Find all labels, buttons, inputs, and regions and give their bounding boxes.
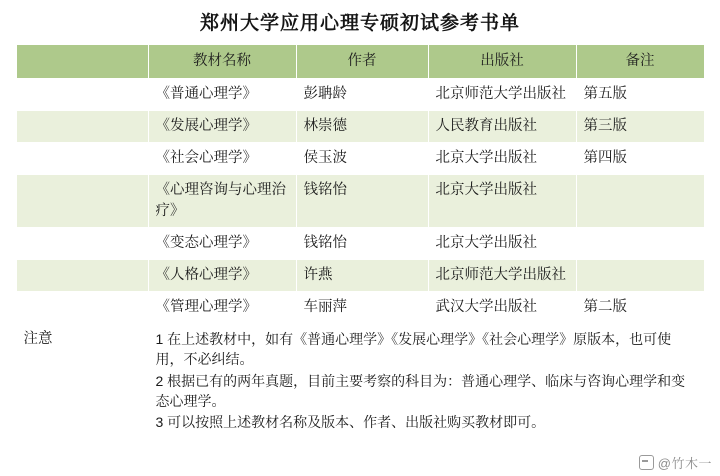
table-row xyxy=(16,79,704,111)
table-row xyxy=(16,175,704,228)
book-publisher-cell: 北京师范大学出版社 xyxy=(428,79,576,111)
row-index-cell xyxy=(16,175,148,228)
book-author-cell: 侯玉波 xyxy=(296,143,428,175)
book-name-cell: 《心理咨询与心理治疗》 xyxy=(148,175,296,228)
notes-line-3: 3 可以按照上述教材名称及版本、作者、出版社购买教材即可。 xyxy=(155,414,546,431)
notes-line-1: 1 在上述教材中，如有《普通心理学》《发展心理学》《社会心理学》原版本，也可使用，不必纠结。 xyxy=(155,331,672,368)
notes-line-2: 2 根据已有的两年真题，目前主要考察的科目为：普通心理学、临床与咨询心理学和变态心理学。 xyxy=(155,372,686,410)
row-index-cell xyxy=(16,143,148,175)
book-publisher-cell: 武汉大学出版社 xyxy=(428,292,576,324)
table-header-cell-name: 教材名称 xyxy=(148,45,296,79)
book-author-cell: 林崇德 xyxy=(296,111,428,143)
book-publisher-cell: 北京大学出版社 xyxy=(428,175,576,228)
row-index-cell xyxy=(16,260,148,292)
book-name-cell: 《普通心理学》 xyxy=(148,79,296,111)
notes-body xyxy=(148,324,704,439)
table-header-cell-publisher: 出版社 xyxy=(428,45,576,79)
book-publisher-cell: 北京大学出版社 xyxy=(428,228,576,260)
table-row xyxy=(16,111,704,143)
page-title: 郑州大学应用心理专硕初试参考书单 xyxy=(199,13,520,34)
book-note-cell: 第五版 xyxy=(576,79,704,111)
row-index-cell xyxy=(16,79,148,111)
table-row xyxy=(16,260,704,292)
book-note-cell: 第三版 xyxy=(576,111,704,143)
book-author-cell: 钱铭怡 xyxy=(296,228,428,260)
table-header-cell-author: 作者 xyxy=(296,45,428,79)
book-name-cell: 《变态心理学》 xyxy=(148,228,296,260)
book-name-cell: 《社会心理学》 xyxy=(148,143,296,175)
book-publisher-cell: 北京大学出版社 xyxy=(428,143,576,175)
book-name-cell: 《发展心理学》 xyxy=(148,111,296,143)
book-note-cell xyxy=(576,175,704,228)
table-row xyxy=(16,292,704,324)
book-author-cell: 车丽萍 xyxy=(296,292,428,324)
table-row xyxy=(16,143,704,175)
book-author-cell: 钱铭怡 xyxy=(296,175,428,228)
book-note-cell: 第二版 xyxy=(576,292,704,324)
table-header-row xyxy=(16,45,704,79)
row-index-cell xyxy=(16,111,148,143)
watermark-text: @竹木一 xyxy=(657,456,712,471)
book-publisher-cell: 人民教育出版社 xyxy=(428,111,576,143)
table-header-cell-note: 备注 xyxy=(576,45,704,79)
book-author-cell: 彭聃龄 xyxy=(296,79,428,111)
book-name-cell: 《人格心理学》 xyxy=(148,260,296,292)
book-publisher-cell: 北京师范大学出版社 xyxy=(428,260,576,292)
book-note-cell: 第四版 xyxy=(576,143,704,175)
zhihu-logo-icon xyxy=(639,455,654,470)
book-author-cell: 许燕 xyxy=(296,260,428,292)
watermark xyxy=(639,453,712,472)
reference-book-table xyxy=(16,44,705,440)
notes-label: 注意 xyxy=(16,324,148,439)
table-row xyxy=(16,228,704,260)
notes-row xyxy=(16,324,704,439)
row-index-cell xyxy=(16,292,148,324)
row-index-cell xyxy=(16,228,148,260)
book-note-cell xyxy=(576,260,704,292)
book-name-cell: 《管理心理学》 xyxy=(148,292,296,324)
table-header-cell-blank xyxy=(16,45,148,79)
book-note-cell xyxy=(576,228,704,260)
